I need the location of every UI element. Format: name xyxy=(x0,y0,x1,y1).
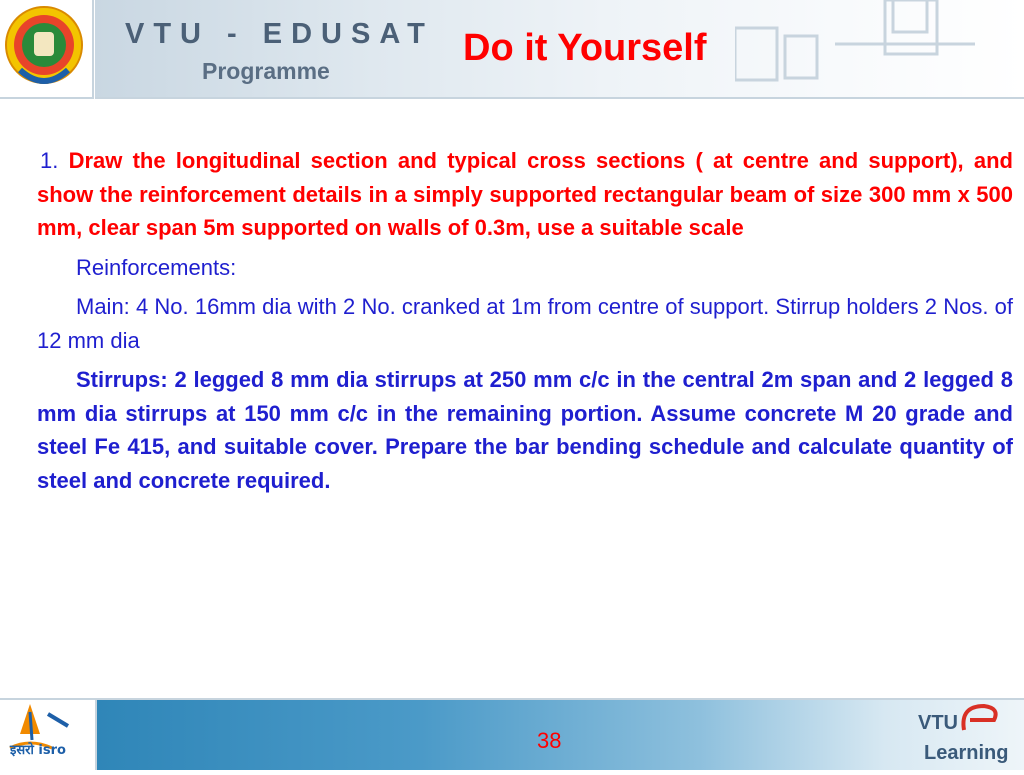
vtu-emblem-icon xyxy=(0,0,92,97)
question-number: 1. xyxy=(40,148,59,173)
question-text: Draw the longitudinal section and typical cross sections ( at centre and support), and show the reinforcement details in a simply supported rectangular beam of size 300 mm x 500 mm, clear span 5m supported on walls of 0.3m, use a suitable scale xyxy=(37,148,1013,240)
stirrups-text: Stirrups: 2 legged 8 mm dia stirrups at 250 mm c/c in the central 2m span and 2 legged 8 mm dia stirrups at 150 mm c/c in the remaining portion. Assume concrete M 20 grade and steel Fe 415, and suitable cover. Prepare the bar bending schedule and calculate quantity of steel and concrete required. xyxy=(37,367,1013,493)
banner-title: VTU - EDUSAT xyxy=(125,18,434,50)
slide-content xyxy=(37,144,1013,503)
window-decoration-icon xyxy=(735,0,975,96)
e-swoosh-icon xyxy=(958,700,1008,740)
banner-subtitle: Programme xyxy=(202,58,330,84)
page-number: 38 xyxy=(537,728,562,753)
isro-logo-text: इसरो isro xyxy=(10,743,66,758)
isro-logo-box xyxy=(0,698,97,770)
vtu-emblem-box xyxy=(0,0,94,99)
isro-logo-icon xyxy=(0,700,95,770)
reinforcements-heading: Reinforcements: xyxy=(76,254,237,280)
question-paragraph xyxy=(37,144,1013,245)
vtu-logo-text: VTU xyxy=(918,712,958,734)
page-title: Do it Yourself xyxy=(463,27,707,69)
main-reinforcement-text: Main: 4 No. 16mm dia with 2 No. cranked at 1m from centre of support. Stirrup holders 2 Nos. of 12 mm dia xyxy=(37,294,1013,353)
learning-logo-text: Learning xyxy=(924,742,1009,764)
slide-header xyxy=(0,0,1024,98)
